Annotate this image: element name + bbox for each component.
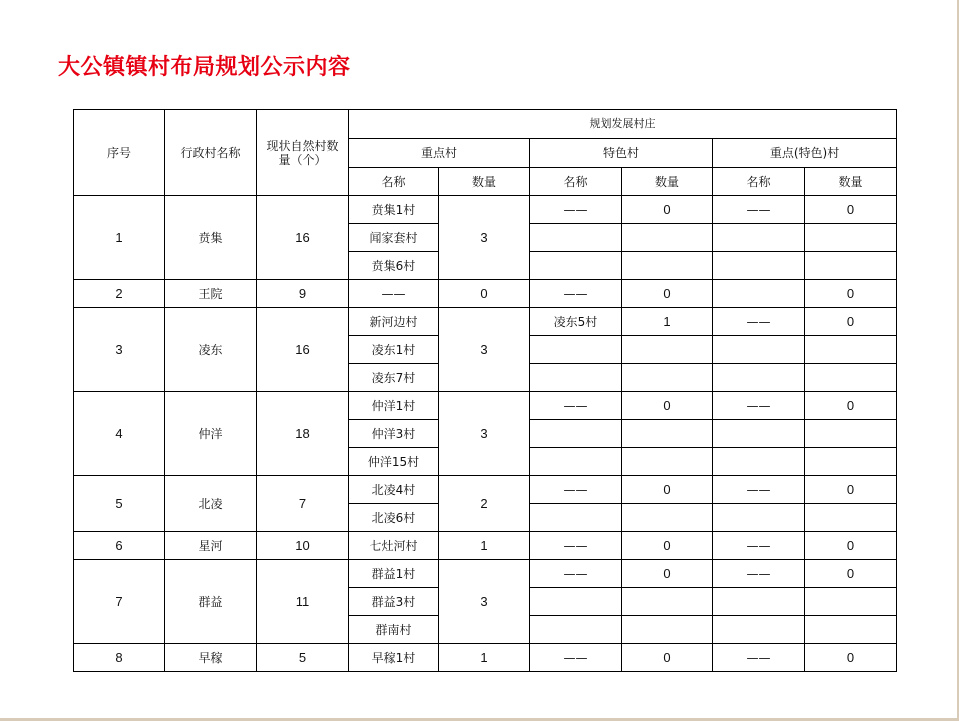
header-key-name: 名称: [349, 168, 439, 196]
cell-feature-village-name-empty: [530, 616, 622, 644]
page-title: 大公镇镇村布局规划公示内容: [58, 55, 351, 80]
cell-natural-count: 16: [257, 308, 349, 392]
cell-feature-village-count: 1: [622, 308, 713, 336]
header-seq: 序号: [74, 110, 165, 196]
header-feature-name: 名称: [530, 168, 622, 196]
header-key-feature-village: 重点(特色)村: [713, 139, 897, 168]
cell-feature-village-name-empty: [530, 448, 622, 476]
cell-feature-village-count-empty: [622, 252, 713, 280]
cell-admin-village: 贲集: [165, 196, 257, 280]
header-natural-village-count-label: 现状自然村数量（个）: [266, 138, 339, 167]
cell-keyfeat-village-count-empty: [805, 616, 897, 644]
cell-keyfeat-village-name: ——: [713, 476, 805, 504]
cell-keyfeat-village-name: ——: [713, 644, 805, 672]
cell-natural-count: 16: [257, 196, 349, 280]
header-planned-villages: 规划发展村庄: [349, 110, 897, 139]
cell-key-village-name: 北凌4村: [349, 476, 439, 504]
cell-natural-count: 9: [257, 280, 349, 308]
cell-seq: 8: [74, 644, 165, 672]
cell-admin-village: 凌东: [165, 308, 257, 392]
cell-feature-village-name: ——: [530, 560, 622, 588]
cell-feature-village-name-empty: [530, 364, 622, 392]
cell-feature-village-name: ——: [530, 532, 622, 560]
table-row: [74, 560, 897, 588]
cell-seq: 1: [74, 196, 165, 280]
cell-keyfeat-village-count: 0: [805, 532, 897, 560]
cell-feature-village-name: ——: [530, 392, 622, 420]
cell-admin-village: 王院: [165, 280, 257, 308]
cell-keyfeat-village-count: 0: [805, 196, 897, 224]
cell-keyfeat-village-name-empty: [713, 448, 805, 476]
cell-keyfeat-village-name-empty: [713, 364, 805, 392]
cell-feature-village-count-empty: [622, 420, 713, 448]
cell-natural-count: 10: [257, 532, 349, 560]
header-feature-count: 数量: [622, 168, 713, 196]
cell-keyfeat-village-name-empty: [713, 616, 805, 644]
header-natural-village-count: [257, 110, 349, 196]
cell-key-village-count: 3: [439, 196, 530, 280]
cell-feature-village-name: 凌东5村: [530, 308, 622, 336]
cell-keyfeat-village-count-empty: [805, 336, 897, 364]
cell-feature-village-count-empty: [622, 616, 713, 644]
cell-feature-village-count-empty: [622, 224, 713, 252]
cell-feature-village-count: 0: [622, 532, 713, 560]
cell-feature-village-count: 0: [622, 560, 713, 588]
cell-key-village-count: 3: [439, 392, 530, 476]
cell-feature-village-count: 0: [622, 280, 713, 308]
cell-key-village-name: 群益1村: [349, 560, 439, 588]
header-feature-village: 特色村: [530, 139, 713, 168]
table-row: [74, 644, 897, 672]
cell-keyfeat-village-count: 0: [805, 308, 897, 336]
village-plan-table: [73, 109, 897, 672]
cell-feature-village-name-empty: [530, 224, 622, 252]
cell-keyfeat-village-count-empty: [805, 588, 897, 616]
cell-natural-count: 7: [257, 476, 349, 532]
cell-key-village-name: 七灶河村: [349, 532, 439, 560]
table-header: [74, 110, 897, 196]
cell-seq: 2: [74, 280, 165, 308]
cell-keyfeat-village-name: ——: [713, 392, 805, 420]
cell-key-village-name: 仲洋3村: [349, 420, 439, 448]
cell-feature-village-count: 0: [622, 476, 713, 504]
cell-keyfeat-village-name-empty: [713, 224, 805, 252]
cell-key-village-name: 新河边村: [349, 308, 439, 336]
cell-key-village-name: 北凌6村: [349, 504, 439, 532]
cell-natural-count: 11: [257, 560, 349, 644]
cell-key-village-name: 闻家套村: [349, 224, 439, 252]
cell-seq: 4: [74, 392, 165, 476]
cell-key-village-count: 3: [439, 560, 530, 644]
table-body: [74, 196, 897, 672]
cell-key-village-name: 凌东1村: [349, 336, 439, 364]
cell-key-village-count: 1: [439, 644, 530, 672]
cell-seq: 3: [74, 308, 165, 392]
cell-key-village-name: 群南村: [349, 616, 439, 644]
cell-feature-village-count-empty: [622, 588, 713, 616]
header-keyfeat-count: 数量: [805, 168, 897, 196]
cell-feature-village-name-empty: [530, 504, 622, 532]
cell-keyfeat-village-name: [713, 280, 805, 308]
cell-keyfeat-village-count-empty: [805, 224, 897, 252]
cell-keyfeat-village-count: 0: [805, 476, 897, 504]
cell-key-village-name: ——: [349, 280, 439, 308]
cell-feature-village-name: ——: [530, 280, 622, 308]
cell-feature-village-count: 0: [622, 196, 713, 224]
cell-keyfeat-village-name-empty: [713, 420, 805, 448]
cell-admin-village: 星河: [165, 532, 257, 560]
cell-feature-village-count-empty: [622, 504, 713, 532]
cell-keyfeat-village-name: ——: [713, 196, 805, 224]
table-row: [74, 532, 897, 560]
cell-feature-village-name: ——: [530, 644, 622, 672]
cell-keyfeat-village-count-empty: [805, 420, 897, 448]
cell-keyfeat-village-name-empty: [713, 504, 805, 532]
header-admin-village: 行政村名称: [165, 110, 257, 196]
cell-admin-village: 仲洋: [165, 392, 257, 476]
cell-keyfeat-village-name-empty: [713, 336, 805, 364]
cell-key-village-name: 凌东7村: [349, 364, 439, 392]
table-row: [74, 280, 897, 308]
cell-admin-village: 群益: [165, 560, 257, 644]
table-row: [74, 392, 897, 420]
cell-key-village-name: 群益3村: [349, 588, 439, 616]
cell-keyfeat-village-name: ——: [713, 532, 805, 560]
cell-feature-village-count: 0: [622, 392, 713, 420]
cell-keyfeat-village-name: ——: [713, 308, 805, 336]
cell-feature-village-count: 0: [622, 644, 713, 672]
cell-feature-village-name-empty: [530, 252, 622, 280]
cell-key-village-name: 贲集1村: [349, 196, 439, 224]
cell-key-village-name: 仲洋15村: [349, 448, 439, 476]
header-key-count: 数量: [439, 168, 530, 196]
table-row: [74, 476, 897, 504]
cell-seq: 7: [74, 560, 165, 644]
cell-feature-village-count-empty: [622, 448, 713, 476]
cell-keyfeat-village-count: 0: [805, 392, 897, 420]
cell-admin-village: 早稼: [165, 644, 257, 672]
cell-seq: 5: [74, 476, 165, 532]
cell-key-village-name: 贲集6村: [349, 252, 439, 280]
cell-keyfeat-village-count-empty: [805, 252, 897, 280]
cell-keyfeat-village-count-empty: [805, 448, 897, 476]
cell-keyfeat-village-count: 0: [805, 644, 897, 672]
cell-keyfeat-village-count-empty: [805, 504, 897, 532]
cell-seq: 6: [74, 532, 165, 560]
cell-feature-village-count-empty: [622, 336, 713, 364]
cell-key-village-name: 早稼1村: [349, 644, 439, 672]
cell-key-village-count: 3: [439, 308, 530, 392]
header-keyfeat-name: 名称: [713, 168, 805, 196]
cell-keyfeat-village-count: 0: [805, 280, 897, 308]
cell-key-village-name: 仲洋1村: [349, 392, 439, 420]
table-row: [74, 308, 897, 336]
cell-natural-count: 18: [257, 392, 349, 476]
cell-feature-village-name-empty: [530, 420, 622, 448]
cell-natural-count: 5: [257, 644, 349, 672]
header-key-village: 重点村: [349, 139, 530, 168]
cell-keyfeat-village-name-empty: [713, 252, 805, 280]
table-row: [74, 196, 897, 224]
cell-feature-village-name: ——: [530, 196, 622, 224]
cell-key-village-count: 2: [439, 476, 530, 532]
cell-feature-village-name: ——: [530, 476, 622, 504]
cell-feature-village-name-empty: [530, 336, 622, 364]
cell-keyfeat-village-name-empty: [713, 588, 805, 616]
cell-keyfeat-village-count: 0: [805, 560, 897, 588]
cell-key-village-count: 0: [439, 280, 530, 308]
cell-feature-village-count-empty: [622, 364, 713, 392]
cell-admin-village: 北凌: [165, 476, 257, 532]
cell-key-village-count: 1: [439, 532, 530, 560]
cell-keyfeat-village-count-empty: [805, 364, 897, 392]
cell-keyfeat-village-name: ——: [713, 560, 805, 588]
cell-feature-village-name-empty: [530, 588, 622, 616]
